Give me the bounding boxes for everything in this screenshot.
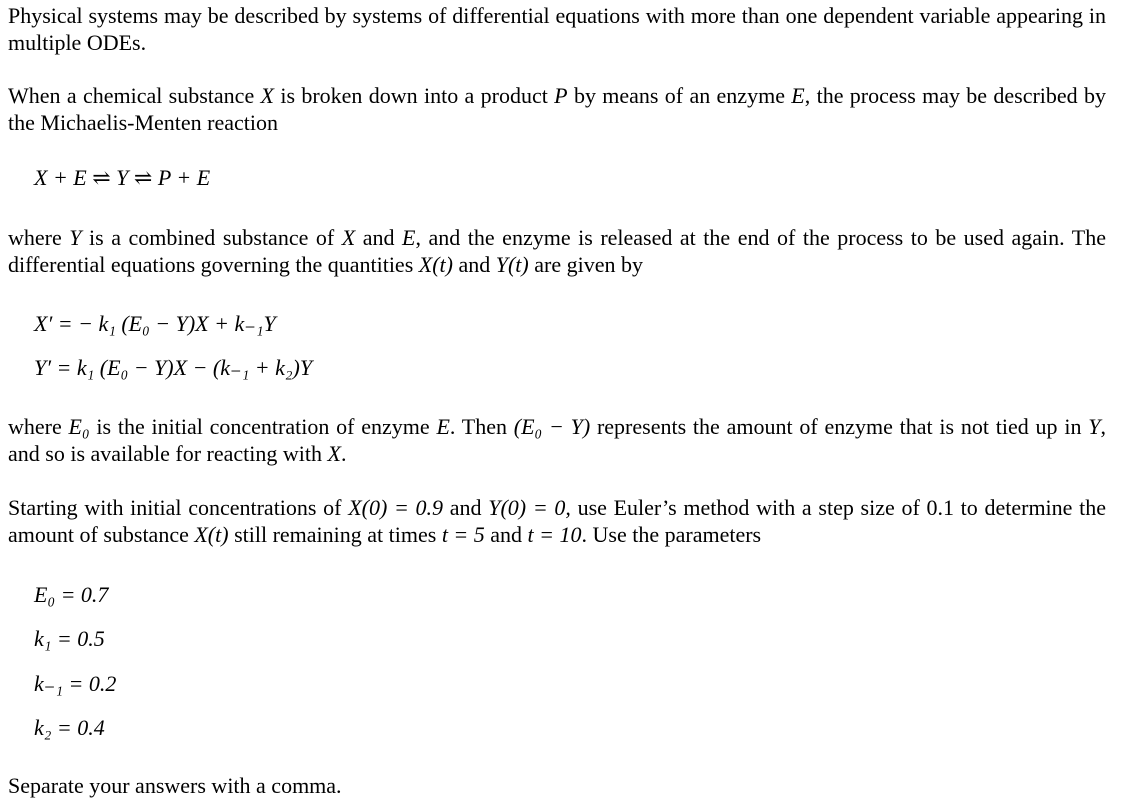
free-enzyme-expression: (E₀ − Y) bbox=[513, 414, 591, 439]
param-k1: k₁ = 0.5 bbox=[34, 626, 105, 651]
text-segment: . Use the parameters bbox=[581, 522, 762, 547]
text-segment: Starting with initial concentrations of bbox=[8, 495, 349, 520]
variable-y: Y bbox=[69, 225, 82, 250]
text-segment: is a combined substance of bbox=[81, 225, 342, 250]
closing-text: Separate your answers with a comma. bbox=[8, 773, 342, 798]
text-segment: , and the enzyme is released at the end of the process to be used again. The differential equations governing the quantities bbox=[8, 225, 1106, 277]
variable-x: X bbox=[327, 441, 341, 466]
text-segment: still remaining at times bbox=[228, 522, 442, 547]
variable-e0: E₀ bbox=[68, 414, 90, 439]
text-segment: where bbox=[8, 225, 70, 250]
equation-x-prime: X′ = − k₁ (E₀ − Y)X + k₋₁Y bbox=[34, 311, 276, 336]
text-segment: and bbox=[443, 495, 489, 520]
text-segment: When a chemical substance bbox=[8, 83, 261, 108]
variable-y: Y bbox=[1088, 414, 1101, 439]
text-segment: represents the amount of enzyme that is not tied up in bbox=[590, 414, 1089, 439]
param-k-minus-1: k₋₁ = 0.2 bbox=[34, 671, 117, 696]
intro-paragraph bbox=[8, 2, 1106, 56]
intro-text: Physical systems may be described by systems of differential equations with more than one dependent variable appearing in multiple ODEs. bbox=[8, 3, 1106, 55]
variable-p: P bbox=[554, 83, 568, 108]
param-k2: k₂ = 0.4 bbox=[34, 715, 105, 740]
text-segment: is broken down into a product bbox=[274, 83, 555, 108]
closing-instruction bbox=[8, 772, 1106, 799]
variable-x: X bbox=[260, 83, 274, 108]
initial-y: Y(0) = 0, bbox=[488, 495, 571, 520]
function-x-of-t: X(t) bbox=[194, 522, 229, 547]
text-segment: , the process may be described by the Michaelis-Menten reaction bbox=[8, 83, 1107, 135]
text-segment: where bbox=[8, 414, 69, 439]
enzyme-paragraph bbox=[8, 413, 1106, 467]
time-5: t = 5 bbox=[441, 522, 485, 547]
text-segment: and bbox=[484, 522, 528, 547]
text-segment: . bbox=[340, 441, 347, 466]
time-10: t = 10 bbox=[527, 522, 582, 547]
variable-x: X bbox=[341, 225, 356, 250]
text-segment: are given by bbox=[528, 252, 643, 277]
text-segment: is the initial concentration of enzyme bbox=[89, 414, 437, 439]
param-e0: E₀ = 0.7 bbox=[34, 582, 109, 607]
text-segment: by means of an enzyme bbox=[567, 83, 792, 108]
variable-e: E bbox=[402, 225, 416, 250]
reaction-intro-paragraph bbox=[8, 82, 1106, 136]
initial-x: X(0) = 0.9 bbox=[348, 495, 444, 520]
text-segment: . Then bbox=[449, 414, 514, 439]
text-segment: and bbox=[355, 225, 403, 250]
function-x-of-t: X(t) bbox=[418, 252, 453, 277]
text-segment: , and so is available for reacting with bbox=[8, 414, 1106, 466]
function-y-of-t: Y(t) bbox=[495, 252, 529, 277]
reaction-equation: X + E ⇌ Y ⇌ P + E bbox=[34, 165, 211, 190]
variable-e: E bbox=[791, 83, 805, 108]
task-paragraph bbox=[8, 494, 1106, 548]
variable-e: E bbox=[436, 414, 450, 439]
text-segment: use Euler’s method with a step size of 0.1 to determine the amount of substance bbox=[8, 495, 1107, 547]
equation-y-prime: Y′ = k₁ (E₀ − Y)X − (k₋₁ + k₂)Y bbox=[34, 355, 313, 380]
text-segment: and bbox=[452, 252, 496, 277]
definitions-paragraph bbox=[8, 224, 1106, 278]
